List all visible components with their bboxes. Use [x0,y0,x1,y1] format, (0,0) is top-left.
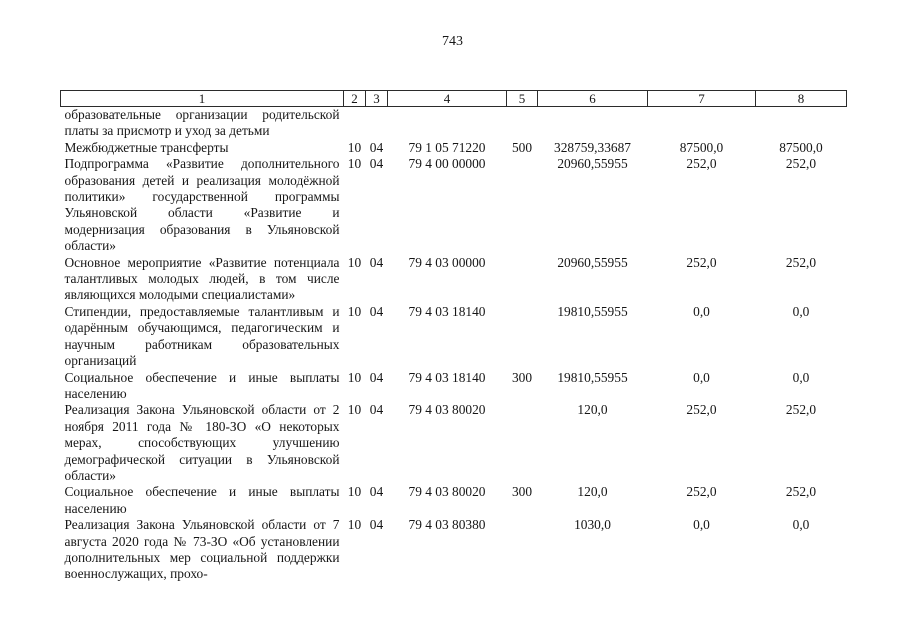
row-name-cell: Стипендии, предоставляемые талантливым и одарённым обучающимся, педагогическим и научным работникам образовательных организаций [64,303,340,369]
expense-type-cell [507,107,538,140]
subsection-code-cell: 04 [369,402,384,418]
table-row [61,484,847,517]
amount-col8-cell: 0,0 [792,303,810,319]
amount-col6-cell: 120,0 [577,402,608,418]
column-header: 4 [388,91,507,107]
amount-col8-cell [756,107,847,140]
amount-col7-cell: 252,0 [686,484,717,500]
target-article-cell: 79 4 03 18140 [408,369,486,385]
section-code-cell: 10 [347,402,362,418]
table-row [61,107,847,140]
amount-col8-cell: 0,0 [792,517,810,533]
subsection-code-cell: 04 [369,303,384,319]
table-row [61,402,847,484]
expense-type-cell: 500 [511,139,533,155]
amount-col8-cell: 252,0 [785,156,817,172]
row-name-cell: Подпрограмма «Развитие дополнительного образования детей и реализация молодёжной политики» государственной программы Ульяновской области «Развитие и модернизация образования в Ульяновской области» [64,156,340,254]
target-article-cell: 79 4 03 00000 [408,254,486,270]
section-code-cell: 10 [347,303,362,319]
column-header: 7 [648,91,756,107]
subsection-code-cell: 04 [369,369,384,385]
amount-col7-cell: 252,0 [686,402,717,418]
row-name-cell: Реализация Закона Ульяновской области от 7 августа 2020 года № 73-ЗО «Об установлении дополнительных мер социальной поддержки военнослужащих, прохо- [64,517,340,582]
row-name-cell: образовательные организации родительской платы за присмотр и уход за детьми [64,107,340,139]
expense-type-cell [507,255,538,304]
subsection-code-cell: 04 [369,139,384,155]
target-article-cell: 79 1 05 71220 [408,139,486,155]
amount-col8-cell: 0,0 [792,369,810,385]
amount-col7-cell: 87500,0 [679,139,724,155]
subsection-code-cell: 04 [369,517,384,533]
target-article-cell [388,107,507,140]
table-row [61,370,847,403]
table-row [61,517,847,583]
column-header: 5 [507,91,538,107]
column-header: 6 [538,91,648,107]
amount-col6-cell: 19810,55955 [557,369,628,385]
section-code-cell: 10 [347,139,362,155]
column-header: 2 [344,91,366,107]
budget-table [60,90,847,583]
amount-col8-cell: 87500,0 [779,139,823,155]
amount-col6-cell: 20960,55955 [557,156,628,172]
amount-col7-cell: 0,0 [693,303,710,319]
target-article-cell: 79 4 03 18140 [408,303,486,319]
amount-col8-cell: 252,0 [785,402,817,418]
section-code-cell: 10 [347,369,362,385]
amount-col7-cell: 252,0 [686,254,717,270]
row-name-cell: Социальное обеспечение и иные выплаты населению [64,369,340,401]
column-header: 3 [366,91,388,107]
section-code-cell: 10 [347,156,362,172]
target-article-cell: 79 4 03 80380 [408,517,486,533]
amount-col8-cell: 252,0 [785,484,817,500]
section-code-cell: 10 [347,517,362,533]
table-body [61,107,847,583]
row-name-cell: Межбюджетные трансферты [64,139,229,155]
section-code-cell: 10 [347,484,362,500]
amount-col6-cell: 19810,55955 [557,303,628,319]
amount-col7-cell: 0,0 [693,517,710,533]
row-name-cell: Реализация Закона Ульяновской области от 2 ноября 2011 года № 180-ЗО «О некоторых мерах, способствующих улучшению демографической ситуации в Ульяновской области» [64,402,340,483]
subsection-code-cell: 04 [369,156,384,172]
amount-col6-cell: 1030,0 [574,517,611,533]
amount-col6-cell: 120,0 [577,484,608,500]
table-row [61,156,847,254]
target-article-cell: 79 4 03 80020 [408,402,486,418]
expense-type-cell [507,156,538,254]
expense-type-cell [507,304,538,370]
table-header-row [61,91,847,107]
table-row [61,140,847,156]
table-row [61,304,847,370]
amount-col6-cell: 328759,33687 [554,139,631,155]
expense-type-cell [507,517,538,583]
amount-col6-cell: 20960,55955 [557,254,628,270]
target-article-cell: 79 4 00 00000 [408,156,486,172]
section-code-cell [344,107,366,140]
row-name-cell: Социальное обеспечение и иные выплаты населению [64,484,340,516]
expense-type-cell: 300 [511,369,533,385]
column-header: 1 [61,91,344,107]
subsection-code-cell [366,107,388,140]
amount-col7-cell: 0,0 [693,369,710,385]
row-name-cell: Основное мероприятие «Развитие потенциала талантливых молодых людей, в том числе являющихся молодыми специалистами» [64,254,340,303]
amount-col7-cell: 252,0 [686,156,717,172]
section-code-cell: 10 [347,254,362,270]
expense-type-cell: 300 [511,484,533,500]
subsection-code-cell: 04 [369,484,384,500]
page-number: 743 [442,34,463,49]
amount-col8-cell: 252,0 [785,254,817,270]
amount-col7-cell [648,107,756,140]
column-header: 8 [756,91,847,107]
expense-type-cell [507,402,538,484]
subsection-code-cell: 04 [369,254,384,270]
target-article-cell: 79 4 03 80020 [408,484,486,500]
amount-col6-cell [538,107,648,140]
table-row [61,255,847,304]
